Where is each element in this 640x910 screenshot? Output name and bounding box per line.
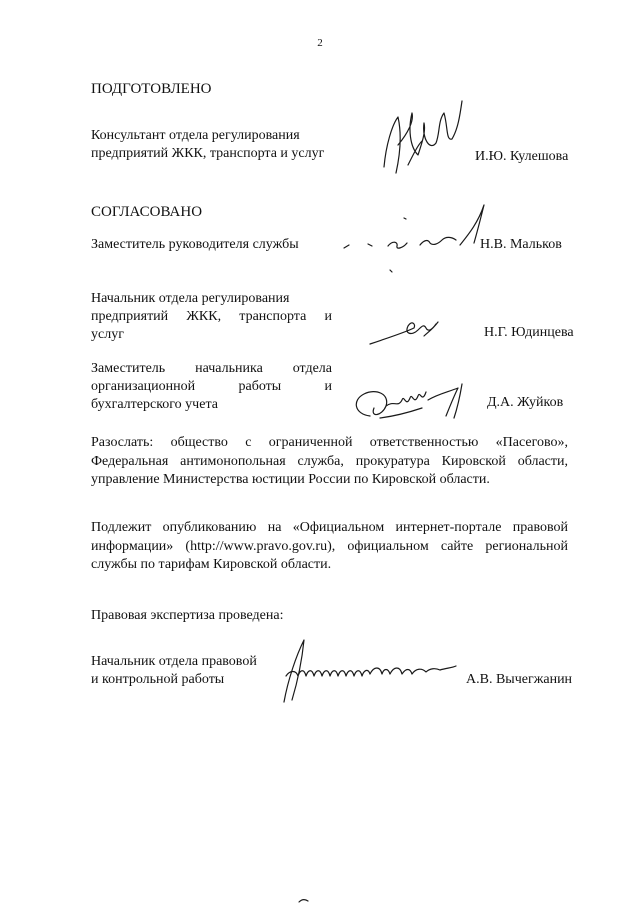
- agreed-signer-1-position: Заместитель руководителя службы: [91, 237, 299, 252]
- legal-review-position-line-1: Начальник отдела правовой: [91, 654, 257, 669]
- agreed-signer-3-name: Д.А. Жуйков: [487, 395, 564, 410]
- signature-yudintseva: [368, 312, 443, 357]
- agreed-signer-3-position-line-1: Заместитель начальника отдела: [91, 361, 332, 376]
- legal-review-position-line-2: и контрольной работы: [91, 672, 225, 687]
- signature-vychegzhanin: [270, 636, 460, 711]
- agreed-signer-2-position-line-3: услуг: [91, 327, 124, 342]
- prepared-name: И.Ю. Кулешова: [475, 149, 569, 164]
- signature-malkov: [340, 200, 500, 275]
- publication-block: [91, 519, 568, 575]
- signature-zhuikov: [350, 378, 475, 433]
- publication-line-2: информации» (http://www.pravo.gov.ru), официальном сайте региональной: [91, 538, 568, 554]
- agreed-signer-1-name: Н.В. Мальков: [480, 237, 562, 252]
- publication-line-3: службы по тарифам Кировской области.: [91, 557, 332, 572]
- distribution-block: [91, 434, 568, 490]
- distribution-line-3: управление Министерства юстиции России по Кировской области.: [91, 472, 490, 487]
- ink-mark: [298, 892, 310, 910]
- prepared-heading: ПОДГОТОВЛЕНО: [91, 81, 212, 97]
- distribution-line-1: Разослать: общество с ограниченной ответственностью «Пасегово»,: [91, 435, 568, 450]
- prepared-position-line-2: предприятий ЖКК, транспорта и услуг: [91, 146, 325, 161]
- agreed-signer-2-name: Н.Г. Юдинцева: [484, 325, 574, 340]
- agreed-signer-3-position-line-3: бухгалтерского учета: [91, 397, 218, 412]
- agreed-signer-3-position-line-2: организационной работы и: [91, 379, 332, 394]
- page-number: 2: [317, 37, 323, 49]
- signature-kuleshova: [378, 95, 468, 190]
- agreed-signer-2-position-line-1: Начальник отдела регулирования: [91, 291, 290, 306]
- prepared-position-line-1: Консультант отдела регулирования: [91, 128, 300, 143]
- agreed-signer-2-position-line-2: предприятий ЖКК, транспорта и: [91, 309, 332, 324]
- publication-line-1: Подлежит опубликованию на «Официальном интернет-портале правовой: [91, 520, 568, 535]
- legal-review-name: А.В. Вычегжанин: [466, 672, 573, 687]
- legal-review-statement: Правовая экспертиза проведена:: [91, 608, 284, 623]
- agreed-heading: СОГЛАСОВАНО: [91, 204, 203, 220]
- distribution-line-2: Федеральная антимонопольная служба, прокуратура Кировской области,: [91, 453, 568, 469]
